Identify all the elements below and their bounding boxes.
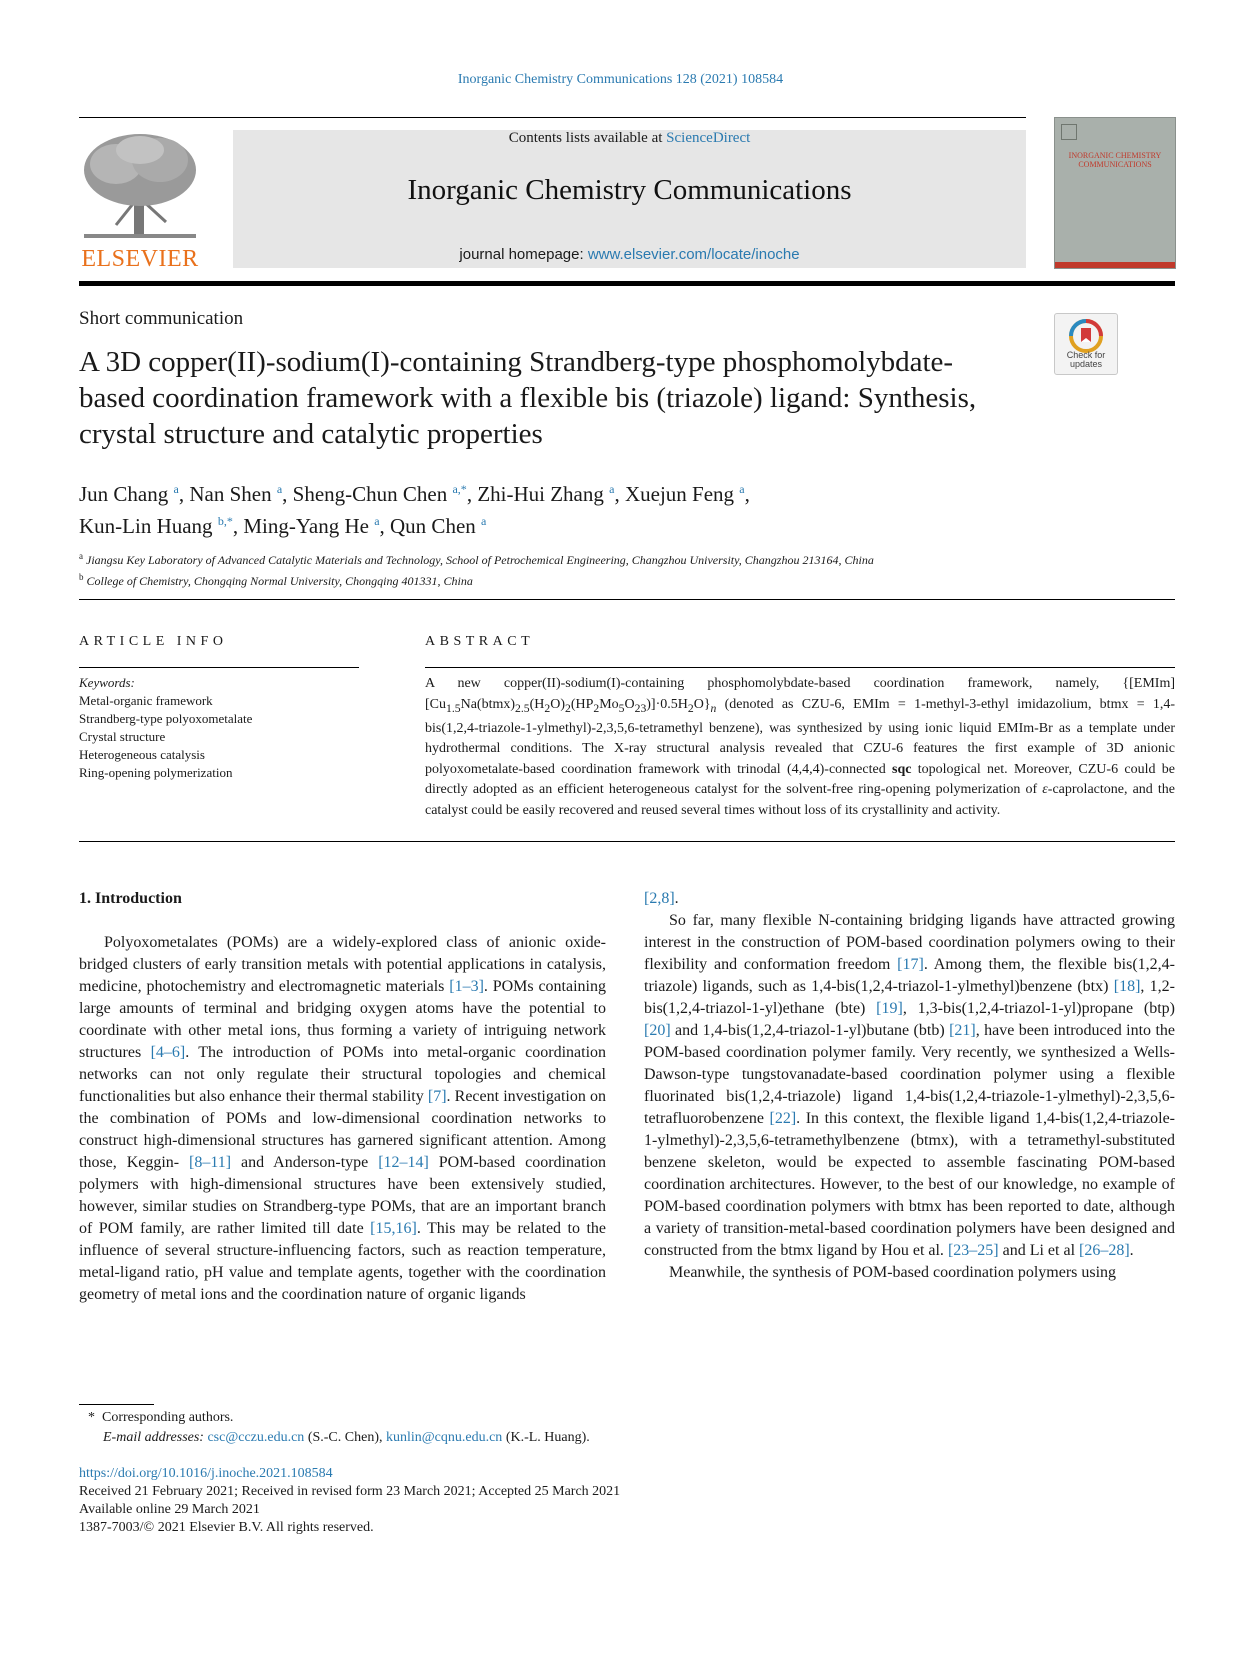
check-for-updates-button[interactable] (1054, 313, 1118, 375)
tree-logo-icon (76, 130, 204, 242)
citation-link[interactable]: [20] (644, 1022, 671, 1039)
available-online: Available online 29 March 2021 (79, 1502, 260, 1517)
divider (79, 599, 1175, 600)
section-heading: 1. Introduction (79, 890, 182, 907)
author-affil-mark[interactable]: a (481, 514, 487, 528)
citation-link[interactable]: [17] (897, 956, 924, 973)
author-affil-mark[interactable]: b,* (217, 514, 233, 528)
check-updates-icon (1066, 318, 1106, 354)
author[interactable]: Nan Shen (189, 482, 272, 506)
cover-stripe (1055, 262, 1175, 268)
affiliation-b (79, 569, 1175, 590)
author-affil-mark[interactable]: a (276, 482, 283, 496)
header-rule (79, 281, 1175, 286)
journal-title: Inorganic Chemistry Communications (407, 174, 852, 206)
journal-banner (233, 130, 1026, 268)
author-sep: , (466, 482, 478, 506)
journal-reference[interactable]: Inorganic Chemistry Communications 128 (2021) 108584 (457, 72, 784, 87)
citation-link[interactable]: [2,8] (644, 890, 675, 907)
top-rule (79, 117, 1026, 118)
paragraph: So far, many flexible N-containing bridging ligands have attracted growing interest in the construction of POM-based coordination polymers owing to their flexibility and conformation freedom [17]. Among them, the flexible bis(1,2,4-triazole) ligands, such as 1,4-bis(1,2,4-triazol-1-ylmethyl)benzene (btx) [18], 1,2-bis(1,2,4-triazol-1-yl)ethane (bte) [19], 1,3-bis(1,2,4-triazol-1-yl)propane (btp) [20] and 1,4-bis(1,2,4-triazol-1-yl)butane (btb) [21], have been introduced into the POM-based coordination polymer family. Very recently, we synthesized a Wells-Dawson-type tungstovanadate-based coordination polymer using a flexible fluorinated bis(1,2,4-triazole) ligand 1,4-bis(1,2,4-triazole-1-ylmethyl)-2,3,5,6-tetrafluorobenzene [22]. In this context, the flexible ligand 1,4-bis(1,2,4-triazole-1-ylmethyl)-2,3,5,6-tetramethylbenzene (btmx), with a tetramethyl-substituted benzene skeleton, would be expected to assemble fascinating POM-based coordination architectures. However, to the best of our knowledge, no example of POM-based coordination polymers with btmx has been reported to date, although a variety of transition-metal-based coordination polymers have been designed and constructed from the btmx ligand by Hou et al. [23–25] and Li et al [26–28]. (644, 912, 1176, 1259)
article-type: Short communication (79, 308, 244, 329)
affiliation-a (79, 548, 1175, 569)
author-affil-mark[interactable]: a,* (452, 482, 467, 496)
sciencedirect-link[interactable]: ScienceDirect (666, 130, 751, 146)
contents-prefix: Contents lists available at (508, 130, 667, 146)
keyword: Crystal structure (79, 729, 166, 744)
cover-emblem-icon (1061, 124, 1077, 140)
footnote-rule (79, 1404, 154, 1405)
article-info-heading: ARTICLE INFO (79, 634, 228, 649)
citation-link[interactable]: [8–11] (189, 1154, 232, 1171)
keywords-block (79, 674, 359, 782)
article-meta (79, 1465, 979, 1537)
email-label: E-mail addresses: (103, 1430, 208, 1445)
citation-link[interactable]: [4–6] (150, 1044, 186, 1061)
divider (425, 667, 1175, 668)
article-title: A 3D copper(II)-sodium(I)-containing Strandberg-type phosphomolybdate-based coordination framework with a flexible bis (triazole) ligand: Synthesis, crystal structure and catalytic properties (79, 346, 977, 450)
body-left-column (79, 888, 606, 1306)
abstract-text: A new copper(II)-sodium(I)-containing phosphomolybdate-based coordination framework, namely, $\{[EMIm][Cu_{1.5}Na(btmx)_{2.5}(H_2O)_2(HP_2Mo_5O_{23})]\cdot 0.5H_2O\}_n$ (denoted as CZU-6, EMIm = 1-methyl-3-ethyl imidazolium, btmx = 1,4-bis(1,2,4-triazole-1-ylmethyl)-2,3,5,6-tetramethyl benzene), was synthesized by using ionic liquid EMIm-Br as a template under hydrothermal conditions. The X-ray structural analysis revealed that CZU-6 features the first example of 3D anionic polyoxometalate-based coordination framework with trinodal (4,4,4)-connected sqc topological net. Moreover, CZU-6 could be directly adopted as an efficient heterogeneous catalyst for the solvent-free ring-opening polymerization of ε-caprolactone, and the catalyst could be easily recovered and reused several times without loss of its crystallinity and activity. (425, 676, 1175, 818)
author[interactable]: Sheng-Chun Chen (292, 482, 448, 506)
abstract-heading: ABSTRACT (425, 634, 535, 649)
journal-cover[interactable] (1054, 117, 1176, 269)
author-sep: , (178, 482, 190, 506)
author[interactable]: Qun Chen (390, 514, 476, 538)
paragraph: Polyoxometalates (POMs) are a widely-explored class of anionic oxide-bridged clusters of early transition metals with potential applications in catalysis, medicine, photochemistry and electromagnetic materials [1–3]. POMs containing large amounts of terminal and bridging oxygen atoms have the potential to coordinate with other metal ions, thus forming a variety of intriguing network structures [4–6]. The introduction of POMs into metal-organic coordination networks can not only regulate their structural topologies and chemical functionalities but also enhance their thermal stability [7]. Recent investigation on the combination of POMs and low-dimensional coordination networks to construct high-dimensional structures has garnered significant attention. Among those, Keggin- [8–11] and Anderson-type [12–14] POM-based coordination polymers with high-dimensional structures have been extensively studied, however, similar studies on Strandberg-type POMs, that are an important branch of POM family, are rather limited till date [15,16]. This may be related to the influence of several structure-influencing factors, such as reaction temperature, metal-ligand ratio, pH value and template agents, together with the coordination geometry of metal ions and the coordination nature of organic ligands (79, 934, 607, 1303)
citation-link[interactable]: [18] (1113, 978, 1141, 995)
author-sep: , (282, 482, 293, 506)
affil-text: Jiangsu Key Laboratory of Advanced Catalytic Materials and Technology, School of Petrochemical Engineering, Changzhou University, Changzhou 213164, China (86, 553, 874, 567)
author[interactable]: Ming-Yang He (243, 514, 369, 538)
author-affil-mark[interactable]: a (609, 482, 615, 496)
author[interactable]: Jun Chang (79, 482, 169, 506)
keywords-label: Keywords: (79, 675, 135, 690)
author[interactable]: Zhi-Hui Zhang (477, 482, 604, 506)
author-sep: , (232, 514, 244, 538)
author-affil-mark[interactable]: a (739, 482, 745, 496)
author[interactable]: Kun-Lin Huang (79, 514, 213, 538)
citation-link[interactable]: [15,16] (370, 1220, 417, 1237)
check-updates-label: Check for updates (1066, 350, 1106, 369)
citation-link[interactable]: [21] (949, 1022, 976, 1039)
email-link[interactable]: csc@cczu.edu.cn (207, 1430, 305, 1445)
paragraph: [2,8]. (644, 890, 679, 907)
citation-link[interactable]: [22] (769, 1110, 797, 1127)
elsevier-logo (76, 130, 204, 270)
author-affil-mark[interactable]: a (173, 482, 179, 496)
corresponding-label: Corresponding authors. (102, 1410, 234, 1425)
footnote (88, 1408, 888, 1448)
author-sep: , (744, 482, 750, 506)
paragraph: Meanwhile, the synthesis of POM-based coordination polymers using (669, 1264, 1117, 1281)
divider (79, 667, 359, 668)
keyword: Strandberg-type polyoxometalate (79, 711, 253, 726)
copyright: 1387-7003/© 2021 Elsevier B.V. All rights reserved. (79, 1520, 374, 1535)
citation-link[interactable]: [12–14] (378, 1154, 429, 1171)
citation-link[interactable]: [1–3] (449, 978, 484, 995)
divider (79, 841, 1175, 842)
keyword: Metal-organic framework (79, 693, 213, 708)
keyword: Heterogeneous catalysis (79, 747, 205, 762)
author-sep: , (614, 482, 625, 506)
homepage-link[interactable]: www.elsevier.com/locate/inoche (587, 246, 800, 263)
cover-title: INORGANIC CHEMISTRY COMMUNICATIONS (1068, 151, 1162, 169)
author-affil-mark[interactable]: a (374, 514, 380, 528)
affil-mark: a (79, 551, 83, 561)
contents-line (233, 130, 1026, 147)
author-list (79, 476, 979, 540)
author[interactable]: Xuejun Feng (624, 482, 735, 506)
body-right-column (644, 888, 1175, 1284)
journal-homepage (233, 246, 1026, 263)
author-sep: , (379, 514, 391, 538)
homepage-prefix: journal homepage: (459, 246, 588, 263)
affiliations (79, 548, 1175, 590)
citation-link[interactable]: [7] (427, 1088, 447, 1105)
publisher-name: ELSEVIER (81, 246, 199, 272)
citation-link[interactable]: [23–25] (947, 1242, 999, 1259)
received-dates: Received 21 February 2021; Received in revised form 23 March 2021; Accepted 25 March 2021 (79, 1484, 621, 1499)
doi-link[interactable]: https://doi.org/10.1016/j.inoche.2021.108584 (79, 1466, 333, 1481)
affil-text: College of Chemistry, Chongqing Normal University, Chongqing 401331, China (86, 574, 473, 588)
affil-mark: b (79, 572, 84, 582)
email-link[interactable]: kunlin@cqnu.edu.cn (385, 1430, 503, 1445)
keyword: Ring-opening polymerization (79, 765, 233, 780)
corresponding-note: * Corresponding authors. (88, 1410, 234, 1425)
citation-link[interactable]: [26–28] (1079, 1242, 1130, 1259)
email-line: E-mail addresses: csc@cczu.edu.cn (S.-C. Chen), kunlin@cqnu.edu.cn (K.-L. Huang). (103, 1430, 590, 1445)
citation-link[interactable]: [19] (876, 1000, 903, 1017)
